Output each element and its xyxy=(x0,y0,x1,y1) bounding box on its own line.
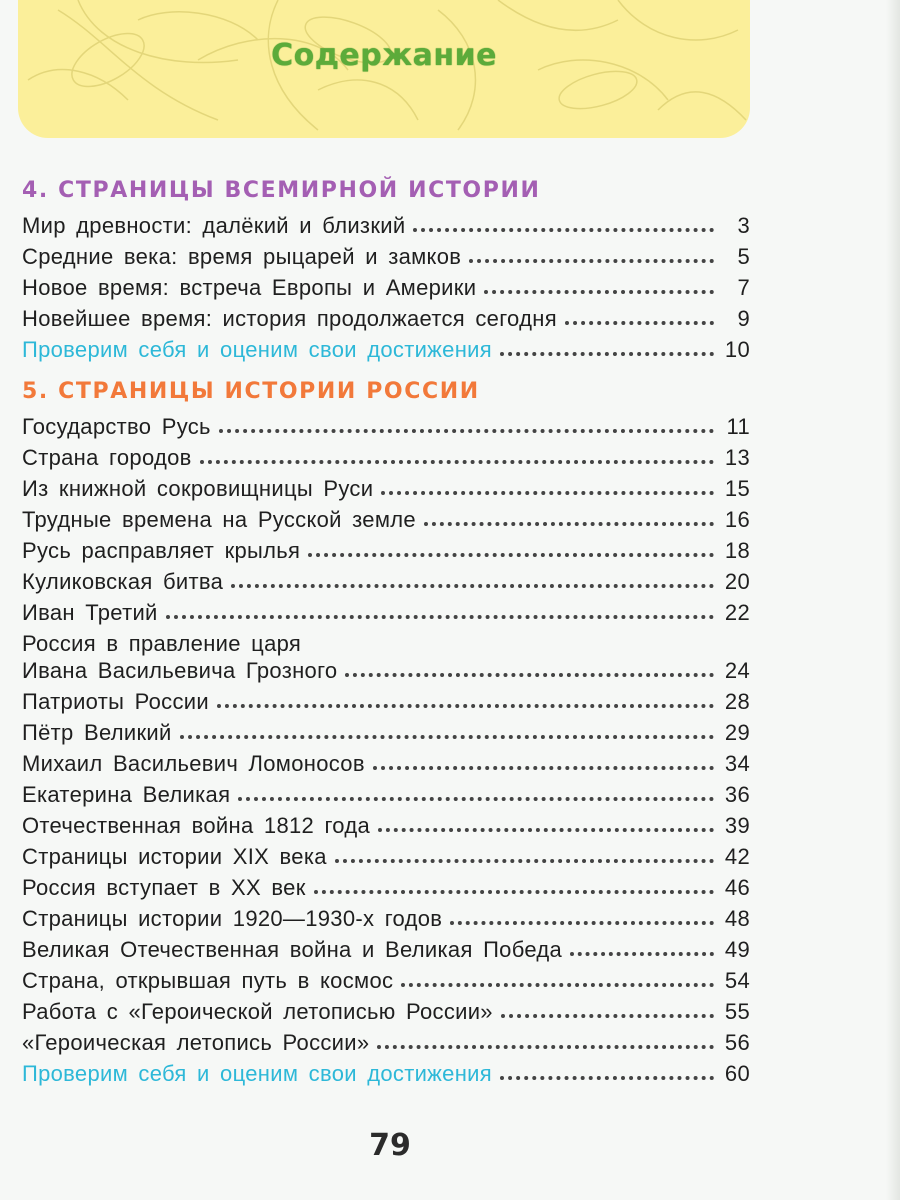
dot-leader xyxy=(217,704,714,708)
dot-leader xyxy=(500,1076,714,1080)
entry-title: Екатерина Великая xyxy=(22,782,231,807)
entry-title: Страницы истории 1920—1930-х годов xyxy=(22,906,443,931)
dot-leader xyxy=(180,735,714,739)
dot-leader xyxy=(373,766,714,770)
dot-leader xyxy=(469,259,714,263)
entry-title: Работа с «Героической летописью России» xyxy=(22,999,493,1024)
toc-entry xyxy=(22,442,750,473)
entry-page-number: 11 xyxy=(726,414,750,439)
dot-leader xyxy=(565,321,714,325)
entry-page-number: 7 xyxy=(737,275,750,300)
toc-entry xyxy=(22,996,750,1027)
entry-title: Русь расправляет крылья xyxy=(22,538,301,563)
entry-page-number: 3 xyxy=(737,213,750,238)
dot-leader xyxy=(200,460,714,464)
dot-leader xyxy=(231,584,714,588)
dot-leader xyxy=(381,491,714,495)
dot-leader xyxy=(238,797,714,801)
entry-page-number: 10 xyxy=(724,337,750,362)
toc-entry xyxy=(22,1027,750,1058)
dot-leader xyxy=(166,615,714,619)
page-title: Содержание xyxy=(271,38,497,73)
entry-page-number: 24 xyxy=(724,658,750,683)
entry-page-number: 54 xyxy=(724,968,750,993)
section-heading: 4. СТРАНИЦЫ ВСЕМИРНОЙ ИСТОРИИ xyxy=(22,178,541,203)
dot-leader xyxy=(413,228,714,232)
entry-title: Новейшее время: история продолжается сегодня xyxy=(22,306,557,331)
toc-entry xyxy=(22,597,750,628)
entry-title: Проверим себя и оценим свои достижения xyxy=(22,1061,492,1086)
entry-page-number: 56 xyxy=(724,1030,750,1055)
dot-leader xyxy=(500,352,714,356)
entry-page-number: 42 xyxy=(724,844,750,869)
entry-title: Мир древности: далёкий и близкий xyxy=(22,213,406,238)
entry-title: Михаил Васильевич Ломоносов xyxy=(22,751,365,776)
entry-page-number: 55 xyxy=(724,999,750,1024)
toc-entry xyxy=(22,411,750,442)
toc-entry xyxy=(22,717,750,748)
toc-entry-review xyxy=(22,334,750,365)
entry-page-number: 29 xyxy=(724,720,750,745)
dot-leader xyxy=(401,983,714,987)
entry-page-number: 20 xyxy=(724,569,750,594)
entry-title: Из книжной сокровищницы Руси xyxy=(22,476,374,501)
entry-title: Новое время: встреча Европы и Америки xyxy=(22,275,477,300)
entry-title: Страна, открывшая путь в космос xyxy=(22,968,394,993)
toc-entry xyxy=(22,628,750,686)
entry-page-number: 15 xyxy=(724,476,750,501)
toc-entry xyxy=(22,748,750,779)
table-of-contents xyxy=(22,172,750,1097)
dot-leader xyxy=(345,673,714,677)
entry-page-number: 22 xyxy=(724,600,750,625)
toc-entry xyxy=(22,535,750,566)
entry-title: Куликовская битва xyxy=(22,569,224,594)
dot-leader xyxy=(484,290,714,294)
dot-leader xyxy=(335,859,714,863)
entry-page-number: 13 xyxy=(724,445,750,470)
entry-title: Пётр Великий xyxy=(22,720,172,745)
toc-entry-review xyxy=(22,1058,750,1089)
toc-entry xyxy=(22,810,750,841)
toc-section xyxy=(22,373,750,1089)
entry-title: «Героическая летопись России» xyxy=(22,1030,370,1055)
toc-entry xyxy=(22,686,750,717)
entry-title: Проверим себя и оценим свои достижения xyxy=(22,337,492,362)
page-edge-shadow xyxy=(886,0,900,1200)
page-number: 79 xyxy=(369,1128,411,1163)
entry-title: Средние века: время рыцарей и замков xyxy=(22,244,462,269)
entry-title: Патриоты России xyxy=(22,689,209,714)
toc-entry xyxy=(22,241,750,272)
entry-page-number: 46 xyxy=(724,875,750,900)
dot-leader xyxy=(377,1045,714,1049)
dot-leader xyxy=(219,429,714,433)
entry-page-number: 9 xyxy=(737,306,750,331)
toc-entry xyxy=(22,303,750,334)
entry-title: Страницы истории XIX века xyxy=(22,844,327,869)
entry-page-number: 16 xyxy=(724,507,750,532)
toc-entry xyxy=(22,779,750,810)
entry-page-number: 36 xyxy=(724,782,750,807)
toc-entry xyxy=(22,210,750,241)
entry-page-number: 39 xyxy=(724,813,750,838)
dot-leader xyxy=(570,952,714,956)
entry-page-number: 60 xyxy=(724,1061,750,1086)
toc-entry xyxy=(22,934,750,965)
entry-title: Отечественная война 1812 года xyxy=(22,813,371,838)
entry-page-number: 28 xyxy=(724,689,750,714)
entry-title: Россия в правление царя Ивана Васильевича Грозного xyxy=(22,631,338,683)
dot-leader xyxy=(450,921,714,925)
entry-page-number: 48 xyxy=(724,906,750,931)
entry-page-number: 18 xyxy=(724,538,750,563)
dot-leader xyxy=(308,553,714,557)
toc-entry xyxy=(22,504,750,535)
dot-leader xyxy=(424,522,714,526)
toc-entry xyxy=(22,272,750,303)
entry-title: Трудные времена на Русской земле xyxy=(22,507,416,532)
entry-page-number: 49 xyxy=(724,937,750,962)
toc-entry xyxy=(22,903,750,934)
entry-title: Россия вступает в XX век xyxy=(22,875,306,900)
toc-entry xyxy=(22,872,750,903)
toc-entry xyxy=(22,965,750,996)
entry-title: Государство Русь xyxy=(22,414,211,439)
toc-entry xyxy=(22,473,750,504)
dot-leader xyxy=(314,890,714,894)
dot-leader xyxy=(378,828,714,832)
toc-entry xyxy=(22,566,750,597)
toc-section xyxy=(22,172,750,365)
entry-page-number: 5 xyxy=(737,244,750,269)
header-banner xyxy=(18,0,750,138)
entry-title: Иван Третий xyxy=(22,600,158,625)
entry-title: Страна городов xyxy=(22,445,192,470)
entry-title: Великая Отечественная война и Великая Победа xyxy=(22,937,563,962)
section-heading: 5. СТРАНИЦЫ ИСТОРИИ РОССИИ xyxy=(22,379,480,404)
toc-entry xyxy=(22,841,750,872)
entry-page-number: 34 xyxy=(724,751,750,776)
dot-leader xyxy=(501,1014,714,1018)
